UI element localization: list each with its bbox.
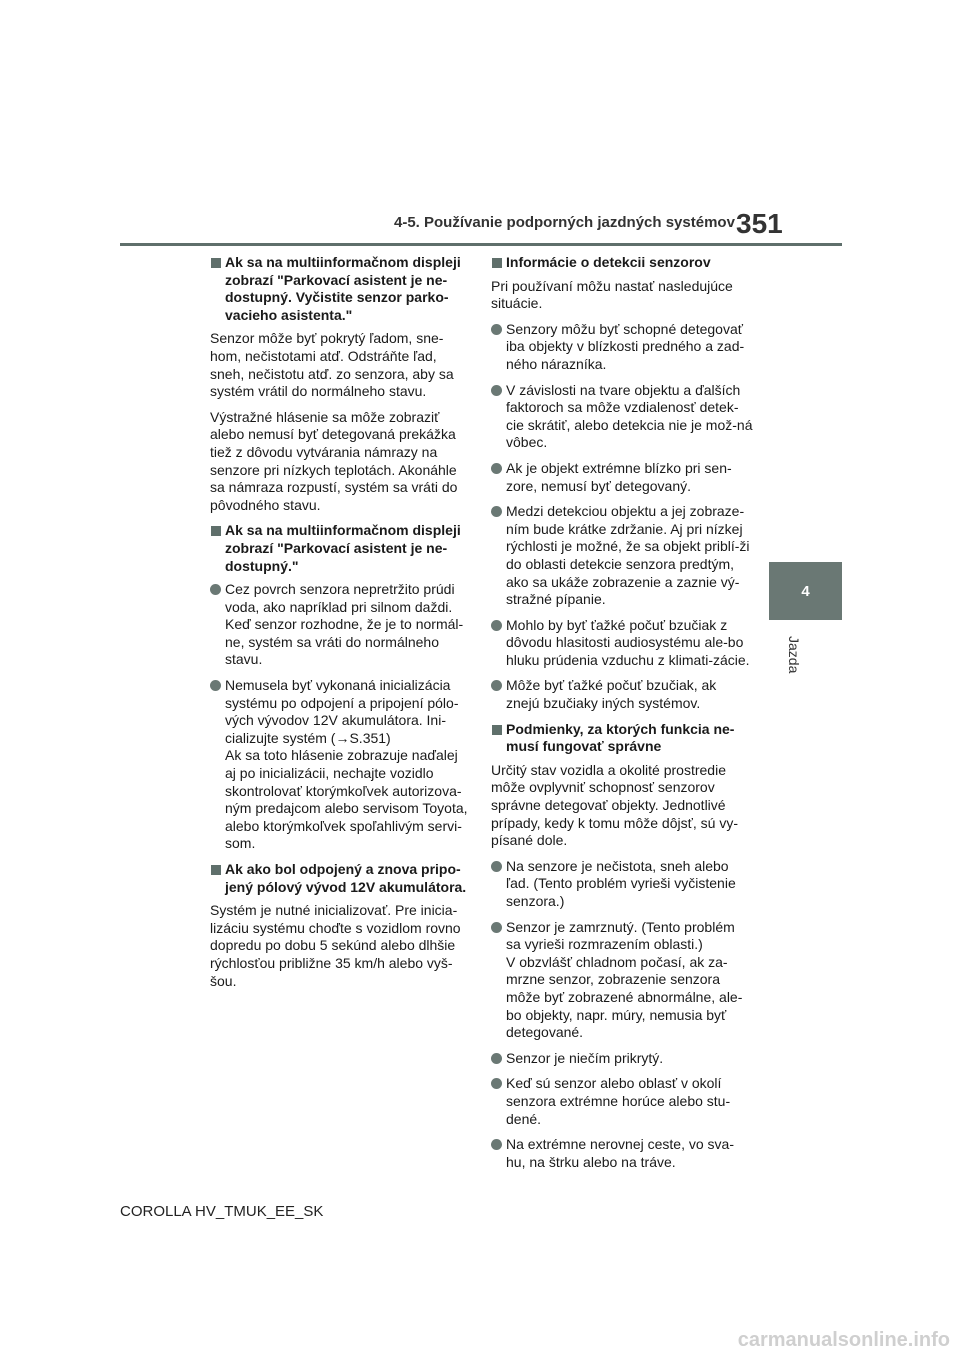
model-code: COROLLA HV_TMUK_EE_SK [120,1203,324,1220]
bullet-item: Senzory môžu byť schopné detegovať iba objekty v blízkosti predného a zad-ného nárazníka. [491,321,753,374]
left-column [210,254,472,998]
paragraph: Senzor môže byť pokrytý ľadom, sne-hom, nečistotami atď. Odstráňte ľad, sneh, nečistotu atď. zo senzora, aby sa systém vrátil do normálneho stavu. [210,330,454,400]
bullet-item [491,919,753,1042]
paragraph: Určitý stav vozidla a okolité prostredie môže ovplyvniť schopnosť senzorov správne detegovať objekty. Jednotlivé prípady, kedy k tomu môže dôjsť, sú vy-písané dole. [491,761,738,849]
bullet-item: Na extrémne nerovnej ceste, vo sva-hu, na štrku alebo na tráve. [491,1136,753,1171]
chapter-label: Jazda [786,636,802,674]
bullet-text: Ak sa toto hlásenie zobrazuje naďalej aj po inicializácii, nechajte vozidlo skontrolovať ktorýmkoľvek autorizova-ným predajcom alebo servisom Toyota, alebo ktorýmkoľvek spoľahlivým servi-som. [225,747,468,852]
paragraph: Výstražné hlásenie sa môže zobraziť alebo nemusí byť detegovaná prekážka tiež z dôvodu vytvárania námrazy na senzore pri nízkych teplotách. Akonáhle sa námraza rozpustí, systém sa vráti do pôvodného stavu. [210,408,458,513]
section-heading: Ak ako bol odpojený a znova pripo-jený pólový vývod 12V akumulátora. [210,861,472,896]
bullet-text: V obzvlášť chladnom počasí, ak za-mrzne senzor, zobrazenie senzora môže byť zobrazené abnormálne, ale-bo objekty, napr. múry, nemusia byť detegované. [506,953,743,1041]
section-heading: Informácie o detekcii senzorov [491,254,753,272]
header-divider [120,243,842,246]
chapter-tab [769,562,842,620]
bullet-item: Medzi detekciou objektu a jej zobraze-ním bude krátke zdržanie. Aj pri nízkej rýchlosti je možné, že sa objekt priblí-ži do oblasti detekcie senzora predtým, ako sa ukáže zobrazenie a zaznie vý-stražné pípanie. [491,503,753,609]
section-heading: Ak sa na multiinformačnom displeji zobrazí "Parkovací asistent je ne-dostupný. Vyčistite senzor parko-vacieho asistenta." [210,254,472,324]
bullet-item: Môže byť ťažké počuť bzučiak, ak znejú bzučiaky iných systémov. [491,677,753,712]
paragraph: Pri používaní môžu nastať nasledujúce situácie. [491,277,733,312]
section-heading: Ak sa na multiinformačnom displeji zobrazí "Parkovací asistent je ne-dostupný." [210,522,472,575]
bullet-item: Ak je objekt extrémne blízko pri sen-zore, nemusí byť detegovaný. [491,460,753,495]
bullet-text: Senzor je zamrznutý. (Tento problém sa vyrieši rozmrazením oblasti.) [506,918,735,953]
watermark: carmanualsonline.info [737,1329,950,1351]
section-heading: Podmienky, za ktorých funkcia ne-musí fungovať správne [491,721,753,756]
page-reference-link[interactable]: →S.351) [335,729,391,746]
bullet-text: Nemusela byť vykonaná inicializácia systému po odpojení a pripojení pólo-vých vývodov 12V akumulátora. Ini-cializujte systém ( [225,677,459,746]
bullet-item: V závislosti na tvare objektu a ďalších faktoroch sa môže vzdialenosť detek-cie skrátiť, alebo detekcia nie je mož-ná vôbec. [491,382,753,452]
bullet-item: Cez povrch senzora nepretržito prúdi voda, ako napríklad pri silnom daždi. Keď senzor rozhodne, že je to normál-ne, systém sa vráti do normálneho stavu. [210,581,472,669]
bullet-item: Senzor je niečím prikrytý. [491,1050,753,1068]
section-title: 4-5. Používanie podporných jazdných systémov [394,214,735,231]
bullet-item: Keď sú senzor alebo oblasť v okolí senzora extrémne horúce alebo stu-dené. [491,1075,753,1128]
chapter-number: 4 [801,582,810,600]
paragraph: Systém je nutné inicializovať. Pre inicia-lizáciu systému choďte s vozidlom rovno dopredu po dobu 5 sekúnd alebo dlhšie rýchlosťou približne 35 km/h alebo vyš-šou. [210,902,461,989]
bullet-item: Na senzore je nečistota, sneh alebo ľad. (Tento problém vyrieši vyčistenie senzora.) [491,858,753,911]
bullet-item [210,677,472,853]
bullet-item: Mohlo by byť ťažké počuť bzučiak z dôvodu hlasitosti audiosystému ale-bo hluku prúdenia vzduchu z klimati-zácie. [491,617,753,670]
right-column [491,254,753,1179]
page-number: 351 [736,208,783,239]
